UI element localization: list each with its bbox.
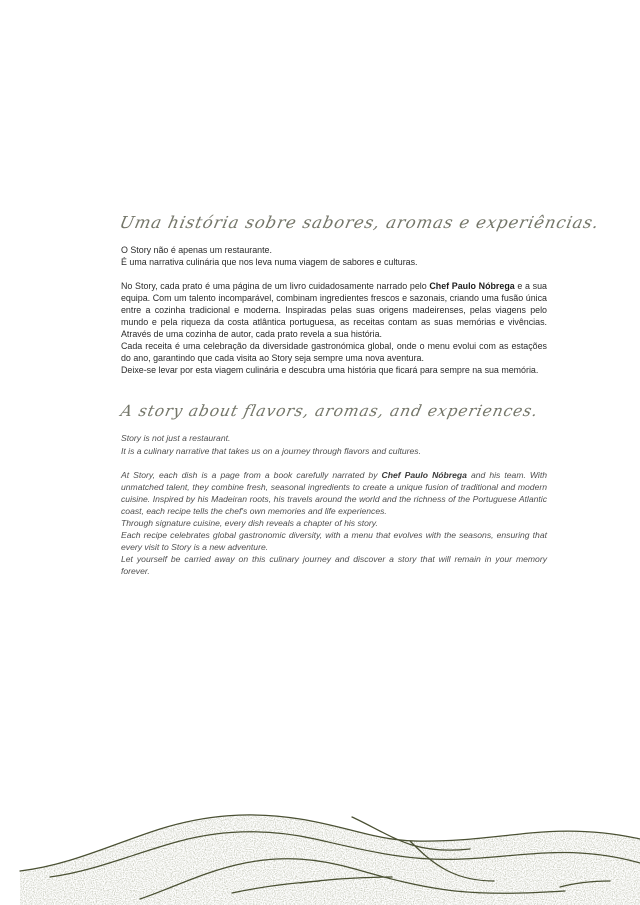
portuguese-paragraph-3: Deixe-se levar por esta viagem culinária e descubra uma história que ficará para sempre na sua memória.: [121, 365, 539, 376]
spacer: [121, 421, 547, 432]
portuguese-p1-part-1: No Story, cada prato é uma página de um livro cuidadosamente narrado pelo: [121, 281, 430, 292]
landscape-line-art-icon: [0, 795, 640, 905]
english-paragraph-3: Each recipe celebrates global gastronomic diversity, with a menu that evolves with the seasons, ensuring that every visit to Story is a new adventure.: [121, 529, 547, 552]
portuguese-lead: [121, 244, 547, 268]
english-p1-part-2: and his team. With unmatched talent, they combine fresh, seasonal ingredients to create a unique fusion of traditional and modern cuisine. Inspired by his Madeiran roots, his travels around the world and the richness of the Portuguese Atlantic coast, each recipe tells the chef's own memories and life experiences.: [121, 469, 548, 516]
english-body: [121, 469, 547, 577]
english-paragraph-1: [121, 469, 547, 517]
portuguese-lead-line-1: O Story não é apenas um restaurante.: [121, 245, 272, 255]
spacer: [121, 376, 547, 401]
english-lead: [121, 432, 547, 456]
portuguese-script-heading: Uma história sobre sabores, aromas e experiências.: [118, 213, 602, 232]
section-english: [121, 401, 547, 577]
portuguese-body: [121, 280, 547, 376]
english-paragraph-4: Let yourself be carried away on this culinary journey and discover a story that will remain in your memory forever.: [121, 553, 547, 576]
chef-name-portuguese: Chef Paulo Nóbrega: [429, 281, 515, 292]
english-script-heading: A story about flavors, aromas, and experiences.: [119, 402, 540, 421]
english-p1-part-1: At Story, each dish is a page from a book carefully narrated by: [121, 469, 382, 480]
portuguese-p1-part-2: e a sua equipa. Com um talento incomparável, combinam ingredientes frescos e sazonais, criando uma fusão única entre a cozinha tradicional e moderna. Inspiradas pelas suas origens madeirenses, pelas viagens pelo mundo e pela riqueza da costa atlântica portuguesa, as receitas contam as suas memórias e vivências. Através de uma cozinha de autor, cada prato revela a sua história.: [121, 281, 547, 340]
chef-name-english: Chef Paulo Nóbrega: [381, 469, 467, 480]
english-paragraph-2: Through signature cuisine, every dish reveals a chapter of his story.: [121, 517, 378, 528]
spacer: [121, 233, 547, 244]
mountain-landscape-illustration: [0, 795, 640, 905]
landscape-texture: [20, 815, 640, 905]
article-content: [118, 213, 602, 577]
portuguese-paragraph-1: [121, 280, 547, 340]
section-portuguese: [118, 213, 602, 376]
landscape-ridge-lines: [20, 815, 640, 899]
portuguese-paragraph-2: Cada receita é uma celebração da diversidade gastronómica global, onde o menu evolui com as estações do ano, garantindo que cada visita ao Story seja sempre uma nova aventura.: [121, 341, 547, 364]
english-lead-line-1: Story is not just a restaurant.: [121, 433, 231, 444]
portuguese-lead-line-2: É uma narrativa culinária que nos leva numa viagem de sabores e culturas.: [121, 257, 418, 268]
english-lead-line-2: It is a culinary narrative that takes us on a journey through flavors and cultures.: [121, 445, 421, 456]
